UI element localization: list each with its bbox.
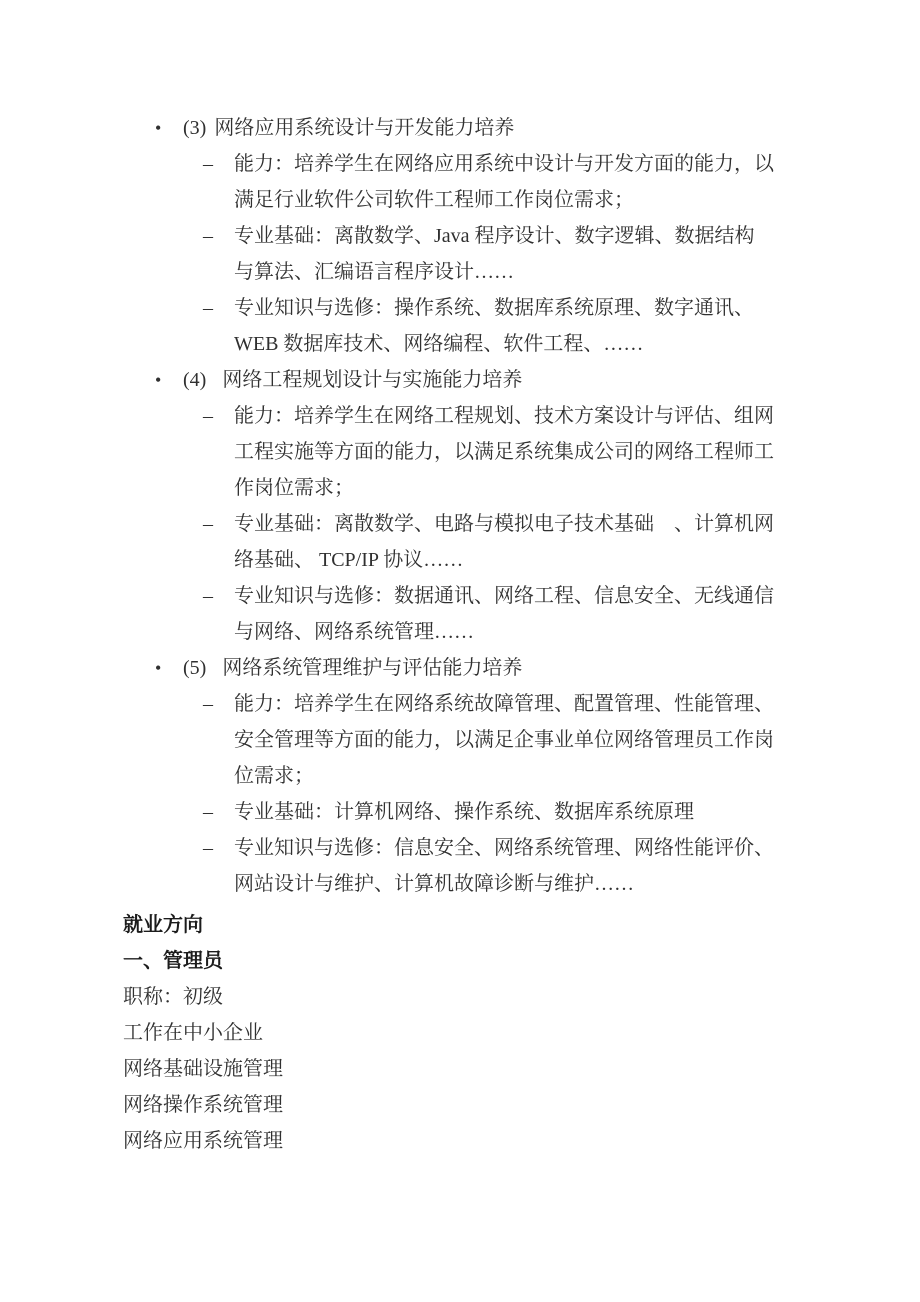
sub-item-text: 能力：培养学生在网络应用系统中设计与开发方面的能力，以 满足行业软件公司软件工程师工作岗位需求； — [234, 153, 774, 211]
list-item-3 — [0, 110, 920, 146]
list-item-number: (4) — [183, 369, 207, 391]
sub-item-text: 专业基础：离散数学、电路与模拟电子技术基础 、计算机网 络基础、 TCP/IP 协议…… — [234, 513, 774, 571]
sub-item — [0, 686, 920, 794]
sub-item-text: 能力：培养学生在网络工程规划、技术方案设计与评估、组网 工程实施等方面的能力，以满足系统集成公司的网络工程师工 作岗位需求； — [234, 405, 774, 499]
list-item-title: 网络应用系统设计与开发能力培养 — [214, 117, 515, 139]
employment-line-title: 职称：初级 — [123, 986, 223, 1008]
sub-item — [0, 506, 920, 578]
dash-icon: – — [203, 693, 213, 715]
sub-item — [0, 794, 920, 830]
employment-line-infrastructure: 网络基础设施管理 — [123, 1058, 283, 1080]
list-item-number: (5) — [183, 657, 207, 679]
employment-line-workplace: 工作在中小企业 — [123, 1022, 263, 1044]
bullet-icon: • — [155, 658, 162, 678]
sub-item-text: 专业知识与选修：信息安全、网络系统管理、网络性能评价、 网站设计与维护、计算机故障诊断与维护…… — [234, 837, 774, 895]
employment-line-apps: 网络应用系统管理 — [123, 1130, 283, 1152]
sub-item — [0, 578, 920, 650]
list-item-title: 网络系统管理维护与评估能力培养 — [222, 657, 523, 679]
employment-section — [0, 907, 920, 1159]
dash-icon: – — [203, 405, 213, 427]
list-item-4 — [0, 362, 920, 398]
sub-item — [0, 290, 920, 362]
sub-item-text: 专业基础：离散数学、Java 程序设计、数字逻辑、数据结构 与算法、汇编语言程序设计…… — [234, 225, 755, 283]
sub-item — [0, 218, 920, 290]
sub-item — [0, 398, 920, 506]
bullet-icon: • — [155, 118, 162, 138]
dash-icon: – — [203, 513, 213, 535]
employment-line-os: 网络操作系统管理 — [123, 1094, 283, 1116]
sub-item-text: 专业知识与选修：数据通讯、网络工程、信息安全、无线通信 与网络、网络系统管理…… — [234, 585, 774, 643]
dash-icon: – — [203, 297, 213, 319]
dash-icon: – — [203, 153, 213, 175]
bullet-icon: • — [155, 370, 162, 390]
list-item-title: 网络工程规划设计与实施能力培养 — [222, 369, 523, 391]
sub-item — [0, 146, 920, 218]
employment-role-heading: 一、管理员 — [123, 950, 223, 972]
list-item-number: (3) — [183, 117, 207, 139]
dash-icon: – — [203, 801, 213, 823]
dash-icon: – — [203, 225, 213, 247]
sub-item-text: 专业基础：计算机网络、操作系统、数据库系统原理 — [234, 801, 694, 823]
sub-item-text: 能力：培养学生在网络系统故障管理、配置管理、性能管理、 安全管理等方面的能力，以满足企事业单位网络管理员工作岗 位需求； — [234, 693, 774, 787]
list-item-5 — [0, 650, 920, 686]
dash-icon: – — [203, 585, 213, 607]
employment-heading: 就业方向 — [123, 914, 203, 936]
dash-icon: – — [203, 837, 213, 859]
sub-item — [0, 830, 920, 902]
sub-item-text: 专业知识与选修：操作系统、数据库系统原理、数字通讯、 WEB 数据库技术、网络编程、软件工程、…… — [234, 297, 754, 355]
